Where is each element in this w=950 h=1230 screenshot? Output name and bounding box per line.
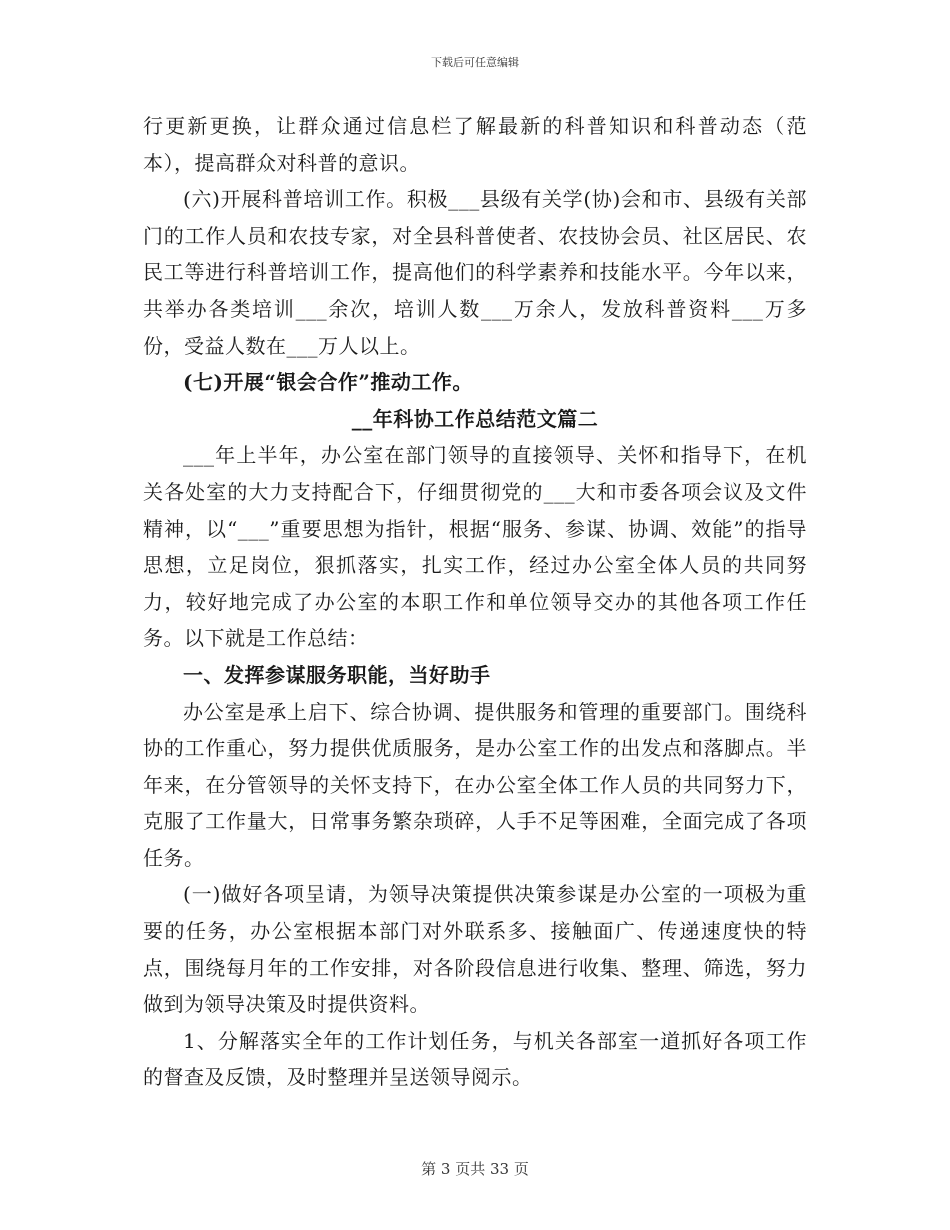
paragraph: [143, 876, 807, 1022]
text-line: ___年上半年，办公室在部门领导的直接领导、关怀和指导下，在: [183, 443, 787, 468]
text-line: 1、分解落实全年的工作计划任务，与机关各部室一道抓好各项工: [183, 1028, 787, 1053]
page-header: 下载后可任意编辑: [431, 56, 519, 69]
text-line: 能”的指导思想，立足岗位，狠抓落实，扎实工作，经过办公室全体: [143, 516, 807, 578]
text-line: 一、发挥参谋服务职能，当好助手: [183, 662, 491, 687]
text-line: 关部门的工作人员和农技专家，对全县科普使者、农技协会员、社区: [143, 187, 807, 248]
paragraph: [143, 437, 807, 657]
text-line: 办公室是承上启下、综合协调、提供服务和管理的重要部门。围: [183, 699, 766, 724]
section-heading: [143, 657, 807, 694]
section-heading: [143, 364, 807, 401]
section-title: [143, 401, 807, 438]
paragraph: [143, 1023, 807, 1096]
text-line: 人员的共同努力，较好地完成了办公室的本职工作和单位领导交办的: [143, 553, 807, 614]
text-line: (六)开展科普培训工作。积极___县级有关学(协)会和市、县级有: [183, 187, 766, 212]
text-line: __年科协工作总结范文篇二: [351, 406, 599, 431]
text-line: 筛选，努力做到为领导决策及时提供资料。: [143, 955, 808, 1017]
page-footer: 第 3 页共 33 页: [421, 1160, 529, 1178]
text-line: 共同努力下，克服了工作量大，日常事务繁杂琐碎，人手不足等困难，: [143, 772, 808, 834]
text-line: 行更新更换，让群众通过信息栏了解最新的科普知识和科普动态（范: [143, 114, 807, 138]
text-line: (一)做好各项呈请，为领导决策提供决策参谋是办公室的一项极: [183, 882, 766, 907]
text-line: 全面完成了各项任务。: [143, 809, 808, 870]
paragraph: [143, 694, 807, 877]
text-line: 资料___万多份，受益人数在___万人以上。: [143, 296, 808, 358]
text-line: 文件精神，以“___”重要思想为指针，根据“服务、参谋、协调、效: [143, 479, 808, 541]
text-line: (七)开展“银会合作”推动工作。: [183, 370, 473, 395]
text-line: 脚点。半年来，在分管领导的关怀支持下，在办公室全体工作人员的: [143, 736, 808, 797]
text-line: 本），提高群众对科普的意识。: [143, 150, 420, 175]
paragraph: [143, 108, 807, 181]
text-line: 居民、农民工等进行科普培训工作，提高他们的科学素养和技能水平。: [143, 223, 808, 285]
text-line: 今年以来，共举办各类培训___余次，培训人数___万余人，发放科普: [143, 260, 808, 321]
text-line: 绕科协的工作重心，努力提供优质服务，是办公室工作的出发点和落: [143, 699, 808, 761]
text-line: 机关各处室的大力支持配合下，仔细贯彻党的___大和市委各项会议及: [143, 443, 807, 504]
document-body: [143, 108, 807, 1096]
paragraph: [143, 181, 807, 364]
text-line: 快的特点，围绕每月年的工作安排，对各阶段信息进行收集、整理、: [143, 919, 808, 980]
text-line: 作的督查及反馈，及时整理并呈送领导阅示。: [143, 1028, 807, 1090]
text-line: 为重要的任务，办公室根据本部门对外联系多、接触面广、传递速度: [143, 882, 808, 944]
text-line: 其他各项工作任务。以下就是工作总结：: [143, 589, 808, 651]
